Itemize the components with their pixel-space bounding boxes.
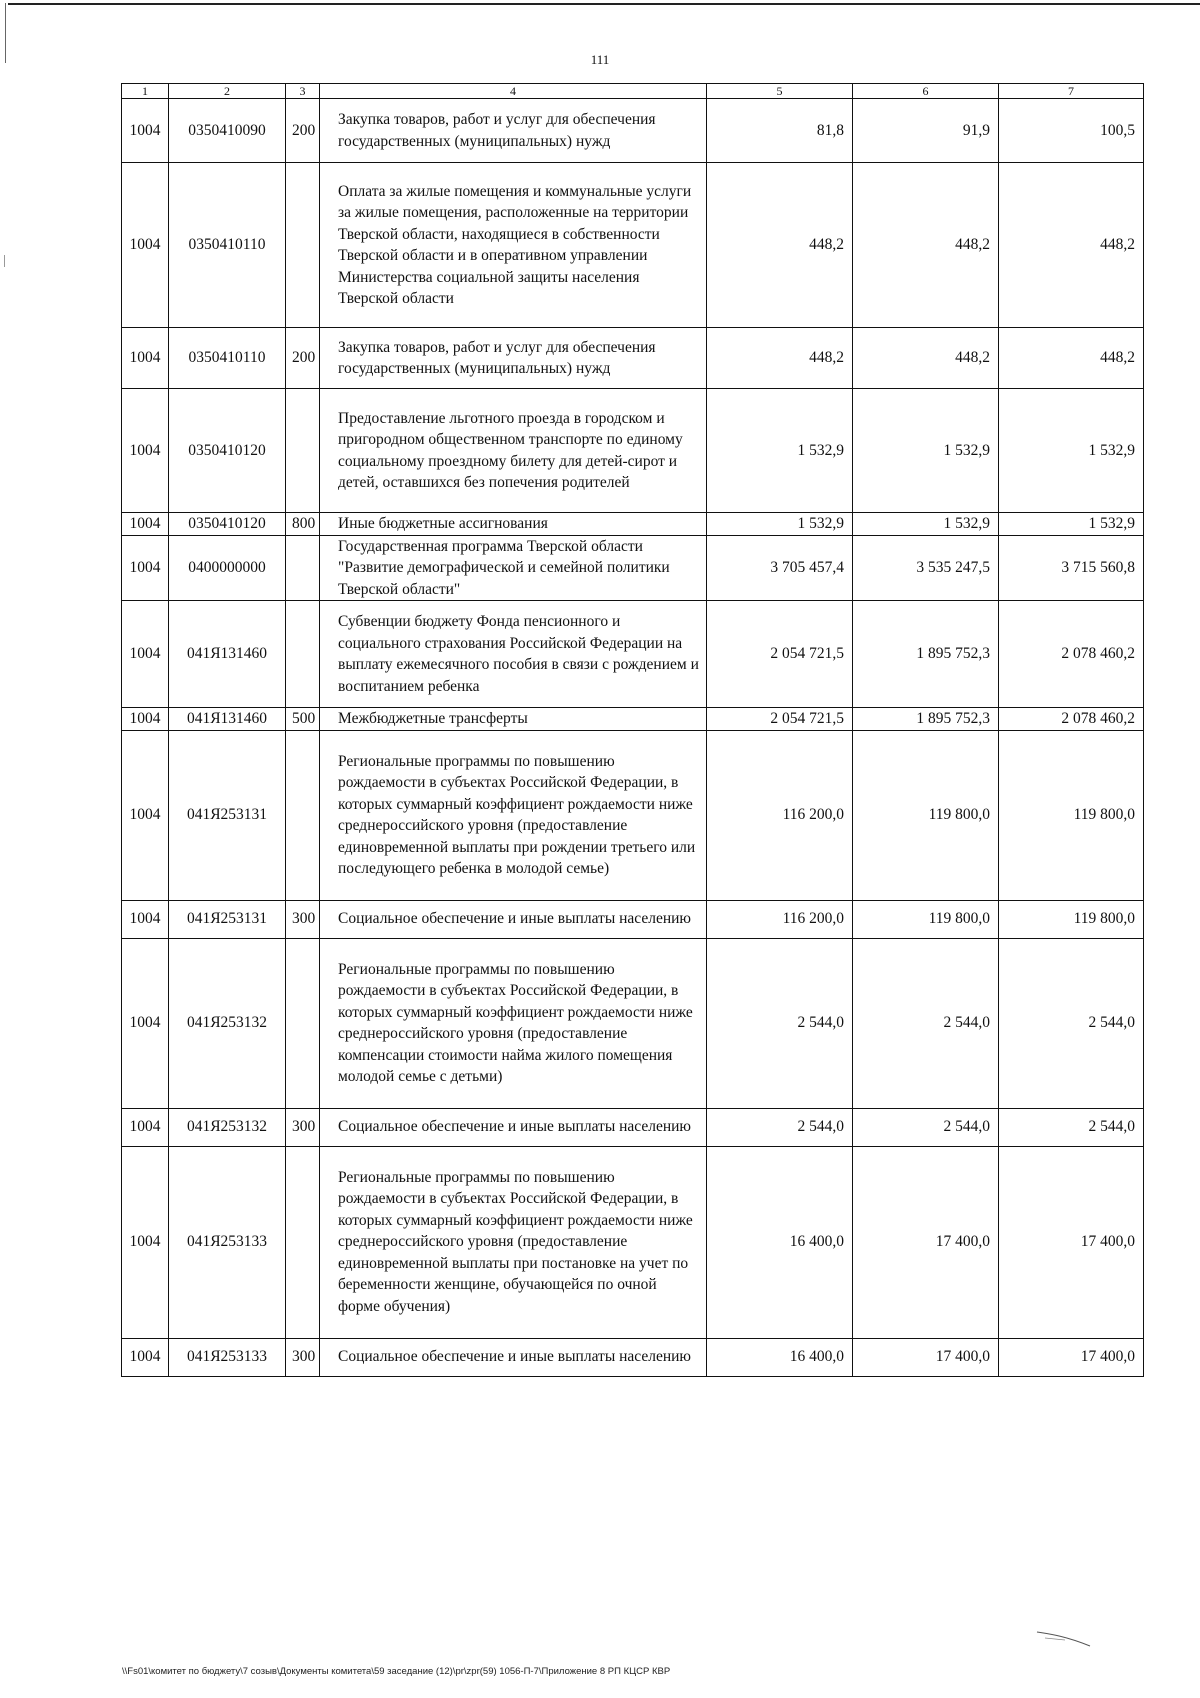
header-cell: 3 — [286, 84, 320, 99]
amount-col7-cell: 1 532,9 — [999, 513, 1144, 536]
table-row — [122, 99, 1144, 163]
expense-type-cell — [286, 601, 320, 708]
target-article-cell: 041Я253133 — [169, 1338, 286, 1376]
pen-mark — [1035, 1628, 1095, 1648]
table-row — [122, 513, 1144, 536]
expense-type-cell: 800 — [286, 513, 320, 536]
description-cell: Предоставление льготного проезда в городском и пригородном общественном транспорте по единому социальному проездному билету для детей-сирот и детей, оставшихся без попечения родителей — [320, 389, 707, 513]
description-cell: Региональные программы по повышению рождаемости в субъектах Российской Федерации, в которых суммарный коэффициент рождаемости ниже среднероссийского уровня (предоставление единовременной выплаты при постановке на учет по беременности женщине, обучающейся по очной форме обучения) — [320, 1146, 707, 1338]
section-code-cell: 1004 — [122, 535, 169, 601]
amount-col6-cell: 2 544,0 — [853, 938, 999, 1108]
table-row — [122, 708, 1144, 731]
expense-type-cell: 200 — [286, 328, 320, 389]
amount-col6-cell: 448,2 — [853, 163, 999, 328]
table-row — [122, 730, 1144, 900]
table-row — [122, 535, 1144, 601]
description-cell: Закупка товаров, работ и услуг для обеспечения государственных (муниципальных) нужд — [320, 328, 707, 389]
amount-col7-cell: 2 544,0 — [999, 1108, 1144, 1146]
expense-type-cell: 300 — [286, 1108, 320, 1146]
amount-col7-cell: 2 078 460,2 — [999, 601, 1144, 708]
file-path-footer: \\Fs01\комитет по бюджету\7 созыв\Документы комитета\59 заседание (12)\pr\zpr(59) 1056-П-7\Приложение 8 РП КЦСР КВР — [122, 1666, 671, 1677]
amount-col6-cell: 91,9 — [853, 99, 999, 163]
amount-col5-cell: 3 705 457,4 — [707, 535, 853, 601]
section-code-cell: 1004 — [122, 601, 169, 708]
target-article-cell: 041Я253131 — [169, 900, 286, 938]
amount-col5-cell: 116 200,0 — [707, 900, 853, 938]
amount-col6-cell: 2 544,0 — [853, 1108, 999, 1146]
section-code-cell: 1004 — [122, 163, 169, 328]
amount-col6-cell: 1 895 752,3 — [853, 601, 999, 708]
section-code-cell: 1004 — [122, 99, 169, 163]
target-article-cell: 0350410110 — [169, 163, 286, 328]
amount-col7-cell: 1 532,9 — [999, 389, 1144, 513]
target-article-cell: 0350410090 — [169, 99, 286, 163]
amount-col7-cell: 448,2 — [999, 163, 1144, 328]
table-row — [122, 938, 1144, 1108]
expense-type-cell — [286, 163, 320, 328]
amount-col7-cell: 119 800,0 — [999, 730, 1144, 900]
amount-col7-cell: 119 800,0 — [999, 900, 1144, 938]
description-cell: Иные бюджетные ассигнования — [320, 513, 707, 536]
description-cell: Региональные программы по повышению рождаемости в субъектах Российской Федерации, в которых суммарный коэффициент рождаемости ниже среднероссийского уровня (предоставление единовременной выплаты при рождении третьего или последующего ребенка в молодой семье) — [320, 730, 707, 900]
expense-type-cell: 200 — [286, 99, 320, 163]
description-cell: Социальное обеспечение и иные выплаты населению — [320, 900, 707, 938]
amount-col5-cell: 1 532,9 — [707, 513, 853, 536]
amount-col5-cell: 2 544,0 — [707, 938, 853, 1108]
amount-col5-cell: 2 544,0 — [707, 1108, 853, 1146]
amount-col6-cell: 1 532,9 — [853, 513, 999, 536]
description-cell: Государственная программа Тверской области "Развитие демографической и семейной политики Тверской области" — [320, 535, 707, 601]
description-cell: Закупка товаров, работ и услуг для обеспечения государственных (муниципальных) нужд — [320, 99, 707, 163]
target-article-cell: 041Я131460 — [169, 708, 286, 731]
scan-edge-line — [8, 3, 1200, 5]
amount-col6-cell: 119 800,0 — [853, 730, 999, 900]
target-article-cell: 041Я131460 — [169, 601, 286, 708]
table-row — [122, 900, 1144, 938]
table-row — [122, 1146, 1144, 1338]
table-row — [122, 163, 1144, 328]
expense-type-cell — [286, 389, 320, 513]
target-article-cell: 0350410120 — [169, 513, 286, 536]
table-header-row — [122, 84, 1144, 99]
amount-col5-cell: 448,2 — [707, 163, 853, 328]
section-code-cell: 1004 — [122, 513, 169, 536]
target-article-cell: 041Я253131 — [169, 730, 286, 900]
amount-col5-cell: 16 400,0 — [707, 1338, 853, 1376]
expense-type-cell — [286, 938, 320, 1108]
amount-col5-cell: 448,2 — [707, 328, 853, 389]
table-row — [122, 328, 1144, 389]
target-article-cell: 0400000000 — [169, 535, 286, 601]
expense-type-cell: 300 — [286, 1338, 320, 1376]
target-article-cell: 041Я253132 — [169, 938, 286, 1108]
amount-col6-cell: 17 400,0 — [853, 1146, 999, 1338]
description-cell: Субвенции бюджету Фонда пенсионного и социального страхования Российской Федерации на выплату ежемесячного пособия в связи с рождением и воспитанием ребенка — [320, 601, 707, 708]
section-code-cell: 1004 — [122, 1108, 169, 1146]
expense-type-cell — [286, 535, 320, 601]
amount-col5-cell: 1 532,9 — [707, 389, 853, 513]
amount-col6-cell: 1 895 752,3 — [853, 708, 999, 731]
amount-col7-cell: 3 715 560,8 — [999, 535, 1144, 601]
target-article-cell: 0350410110 — [169, 328, 286, 389]
section-code-cell: 1004 — [122, 389, 169, 513]
amount-col5-cell: 2 054 721,5 — [707, 601, 853, 708]
amount-col7-cell: 17 400,0 — [999, 1338, 1144, 1376]
amount-col5-cell: 81,8 — [707, 99, 853, 163]
expense-type-cell: 300 — [286, 900, 320, 938]
header-cell: 2 — [169, 84, 286, 99]
description-cell: Социальное обеспечение и иные выплаты населению — [320, 1108, 707, 1146]
amount-col6-cell: 448,2 — [853, 328, 999, 389]
section-code-cell: 1004 — [122, 730, 169, 900]
section-code-cell: 1004 — [122, 1146, 169, 1338]
amount-col5-cell: 16 400,0 — [707, 1146, 853, 1338]
amount-col6-cell: 119 800,0 — [853, 900, 999, 938]
header-cell: 6 — [853, 84, 999, 99]
amount-col5-cell: 116 200,0 — [707, 730, 853, 900]
header-cell: 1 — [122, 84, 169, 99]
expense-type-cell: 500 — [286, 708, 320, 731]
page-number: 111 — [590, 52, 610, 67]
expense-type-cell — [286, 1146, 320, 1338]
description-cell: Межбюджетные трансферты — [320, 708, 707, 731]
budget-table — [121, 83, 1144, 1377]
section-code-cell: 1004 — [122, 708, 169, 731]
header-cell: 5 — [707, 84, 853, 99]
table-row — [122, 601, 1144, 708]
table-row — [122, 389, 1144, 513]
amount-col6-cell: 1 532,9 — [853, 389, 999, 513]
target-article-cell: 041Я253133 — [169, 1146, 286, 1338]
amount-col6-cell: 17 400,0 — [853, 1338, 999, 1376]
description-cell: Оплата за жилые помещения и коммунальные услуги за жилые помещения, расположенные на территории Тверской области, находящиеся в собственности Тверской области и в оперативном управлении Министерства социальной защиты населения Тверской области — [320, 163, 707, 328]
description-cell: Региональные программы по повышению рождаемости в субъектах Российской Федерации, в которых суммарный коэффициент рождаемости ниже среднероссийского уровня (предоставление компенсации стоимости найма жилого помещения молодой семье с детьми) — [320, 938, 707, 1108]
amount-col5-cell: 2 054 721,5 — [707, 708, 853, 731]
description-cell: Социальное обеспечение и иные выплаты населению — [320, 1338, 707, 1376]
section-code-cell: 1004 — [122, 1338, 169, 1376]
section-code-cell: 1004 — [122, 938, 169, 1108]
section-code-cell: 1004 — [122, 900, 169, 938]
amount-col7-cell: 2 544,0 — [999, 938, 1144, 1108]
target-article-cell: 0350410120 — [169, 389, 286, 513]
expense-type-cell — [286, 730, 320, 900]
header-cell: 4 — [320, 84, 707, 99]
header-cell: 7 — [999, 84, 1144, 99]
amount-col7-cell: 17 400,0 — [999, 1146, 1144, 1338]
table-row — [122, 1108, 1144, 1146]
amount-col6-cell: 3 535 247,5 — [853, 535, 999, 601]
section-code-cell: 1004 — [122, 328, 169, 389]
amount-col7-cell: 100,5 — [999, 99, 1144, 163]
target-article-cell: 041Я253132 — [169, 1108, 286, 1146]
scan-edge-mark — [4, 255, 5, 267]
amount-col7-cell: 2 078 460,2 — [999, 708, 1144, 731]
table-row — [122, 1338, 1144, 1376]
amount-col7-cell: 448,2 — [999, 328, 1144, 389]
